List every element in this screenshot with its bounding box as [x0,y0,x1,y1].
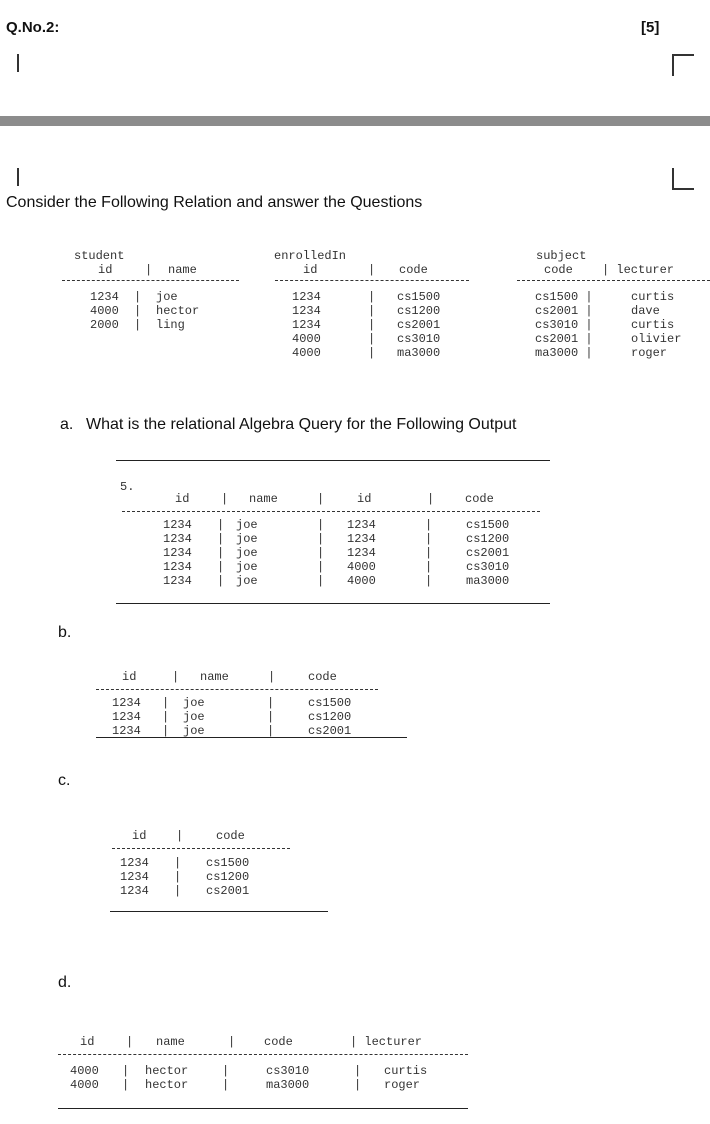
table-cell: cs3010 [397,332,441,346]
table-cell: joe [183,710,205,724]
table-cell: | [425,560,433,574]
table-cell: | [368,346,376,360]
table-cell: 4000 [347,574,376,588]
table-cell: 1234 [112,724,141,738]
table-cell: joe [236,532,258,546]
table-cell: 1234 [347,546,376,560]
table-cell: 2000 [90,318,119,332]
subject-header-code: code [544,263,573,277]
table-cell: dave [631,304,660,318]
header-cell: code [216,829,245,843]
table-cell: | [217,560,225,574]
table-cell: | [134,318,142,332]
header-cell: | [176,829,184,843]
student-header-id: id [98,263,113,277]
table-cell: cs1200 [466,532,510,546]
table-cell: | [122,1064,130,1078]
table-cell: ma3000 [466,574,510,588]
divider-bar [0,116,710,126]
header-cell: | [221,492,229,506]
table-cell: 1234 [292,318,321,332]
table-cell: hector [156,304,200,318]
table-cell: 1234 [112,696,141,710]
table-cell: ma3000 | [535,346,593,360]
corner-bracket-bottom-left [3,168,19,186]
header-cell: | [268,670,276,684]
table-cell: 1234 [347,532,376,546]
table-cell: joe [236,546,258,560]
table-cell: curtis [384,1064,428,1078]
table-cell: | [134,304,142,318]
table-cell: roger [384,1078,421,1092]
question-b-label: b. [58,624,72,641]
table-cell: | [134,290,142,304]
table-cell: | [217,532,225,546]
table-cell: joe [183,724,205,738]
question-b-header-dash [96,689,378,690]
table-cell: cs2001 [308,724,352,738]
corner-bracket-bottom-right [672,168,694,190]
table-cell: cs1200 [206,870,250,884]
table-cell: | [368,332,376,346]
subject-header-dash [517,280,710,281]
table-cell: | [222,1064,230,1078]
table-cell: cs2001 [397,318,441,332]
table-cell: | [368,290,376,304]
table-cell: | [162,696,170,710]
table-cell: 4000 [292,332,321,346]
table-cell: cs2001 [206,884,250,898]
header-cell: code [308,670,337,684]
table-cell: 1234 [292,304,321,318]
table-cell: 1234 [163,574,192,588]
question-d-header-dash [58,1054,468,1055]
table-cell: hector [145,1078,189,1092]
header-cell: | [427,492,435,506]
table-cell: 4000 [70,1064,99,1078]
table-cell: | [425,574,433,588]
table-cell: 1234 [120,870,149,884]
table-cell: 1234 [112,710,141,724]
table-cell: | [267,724,275,738]
table-cell: 1234 [163,518,192,532]
question-d-bottom-rule [58,1108,468,1109]
table-cell: | [425,546,433,560]
table-cell: | [222,1078,230,1092]
table-cell: curtis [631,290,675,304]
table-cell: | [354,1078,362,1092]
table-cell: cs1200 [308,710,352,724]
header-cell: name [156,1035,185,1049]
table-cell: | [354,1064,362,1078]
table-cell: 4000 [70,1078,99,1092]
table-cell: 1234 [163,560,192,574]
question-a-top-rule [116,460,550,461]
question-a-bottom-rule [116,603,550,604]
subject-header-lecturer: | lecturer [602,263,675,277]
header-cell: code [465,492,494,506]
table-cell: cs1500 [206,856,250,870]
table-cell: joe [236,560,258,574]
header-cell: | [126,1035,134,1049]
table-cell: cs1200 [397,304,441,318]
table-cell: joe [183,696,205,710]
table-cell: | [425,518,433,532]
table-cell: | [267,710,275,724]
table-cell: 4000 [90,304,119,318]
enrolledin-header-dash [275,280,469,281]
header-cell: id [357,492,372,506]
table-cell: 1234 [120,856,149,870]
table-cell: olivier [631,332,682,346]
question-b-bottom-rule [96,737,407,738]
relation-name-student: student [74,249,125,263]
table-cell: | [267,696,275,710]
header-cell: id [175,492,190,506]
table-cell: cs1500 [308,696,352,710]
table-cell: cs2001 | [535,332,593,346]
table-cell: 1234 [347,518,376,532]
table-cell: | [217,518,225,532]
student-header-name: name [168,263,197,277]
corner-bracket-top-left [3,54,19,72]
table-cell: cs2001 [466,546,510,560]
table-cell: | [174,856,182,870]
table-cell: 4000 [292,346,321,360]
table-cell: 1234 [120,884,149,898]
student-header-sep: | [145,263,153,277]
table-cell: | [368,304,376,318]
table-cell: joe [236,518,258,532]
header-cell: name [249,492,278,506]
table-cell: cs1500 [397,290,441,304]
table-cell: | [317,560,325,574]
table-cell: hector [145,1064,189,1078]
table-cell: | [162,710,170,724]
table-cell: | [174,884,182,898]
table-cell: cs3010 [266,1064,310,1078]
question-number: Q.No.2: [6,19,60,36]
marks-label: [5] [641,19,660,36]
table-cell: | [317,532,325,546]
table-cell: joe [236,574,258,588]
table-cell: 1234 [292,290,321,304]
question-a-label: a. [60,416,74,433]
enrolledin-header-code: code [399,263,428,277]
instruction-text: Consider the Following Relation and answer the Questions [6,194,423,211]
table-cell: | [317,574,325,588]
table-cell: cs2001 | [535,304,593,318]
header-cell: id [80,1035,95,1049]
table-cell: ma3000 [397,346,441,360]
header-cell: | [172,670,180,684]
table-cell: 4000 [347,560,376,574]
enrolledin-header-id: id [303,263,318,277]
header-cell: id [122,670,137,684]
relation-name-subject: subject [536,249,587,263]
table-cell: cs3010 | [535,318,593,332]
table-cell: | [217,546,225,560]
question-a-number: 5. [120,480,135,494]
table-cell: cs1500 [466,518,510,532]
question-c-header-dash [112,848,290,849]
question-a-text: What is the relational Algebra Query for the Following Output [86,416,517,433]
corner-bracket-top-right [672,54,694,76]
table-cell: roger [631,346,668,360]
table-cell: | [217,574,225,588]
table-cell: | [425,532,433,546]
header-cell: | [317,492,325,506]
student-header-dash [62,280,239,281]
table-cell: | [174,870,182,884]
table-cell: | [162,724,170,738]
header-cell: name [200,670,229,684]
table-cell: 1234 [90,290,119,304]
header-cell: code [264,1035,293,1049]
header-cell: | lecturer [350,1035,423,1049]
question-a-header-dash [122,511,540,512]
table-cell: cs1500 | [535,290,593,304]
table-cell: 1234 [163,532,192,546]
enrolledin-header-sep: | [368,263,376,277]
table-cell: cs3010 [466,560,510,574]
table-cell: | [122,1078,130,1092]
question-c-bottom-rule [110,911,328,912]
header-cell: id [132,829,147,843]
table-cell: ling [156,318,185,332]
table-cell: ma3000 [266,1078,310,1092]
table-cell: | [317,546,325,560]
table-cell: | [368,318,376,332]
question-d-label: d. [58,974,72,991]
question-c-label: c. [58,772,71,789]
table-cell: curtis [631,318,675,332]
table-cell: | [317,518,325,532]
table-cell: 1234 [163,546,192,560]
table-cell: joe [156,290,178,304]
header-cell: | [228,1035,236,1049]
relation-name-enrolledin: enrolledIn [274,249,347,263]
